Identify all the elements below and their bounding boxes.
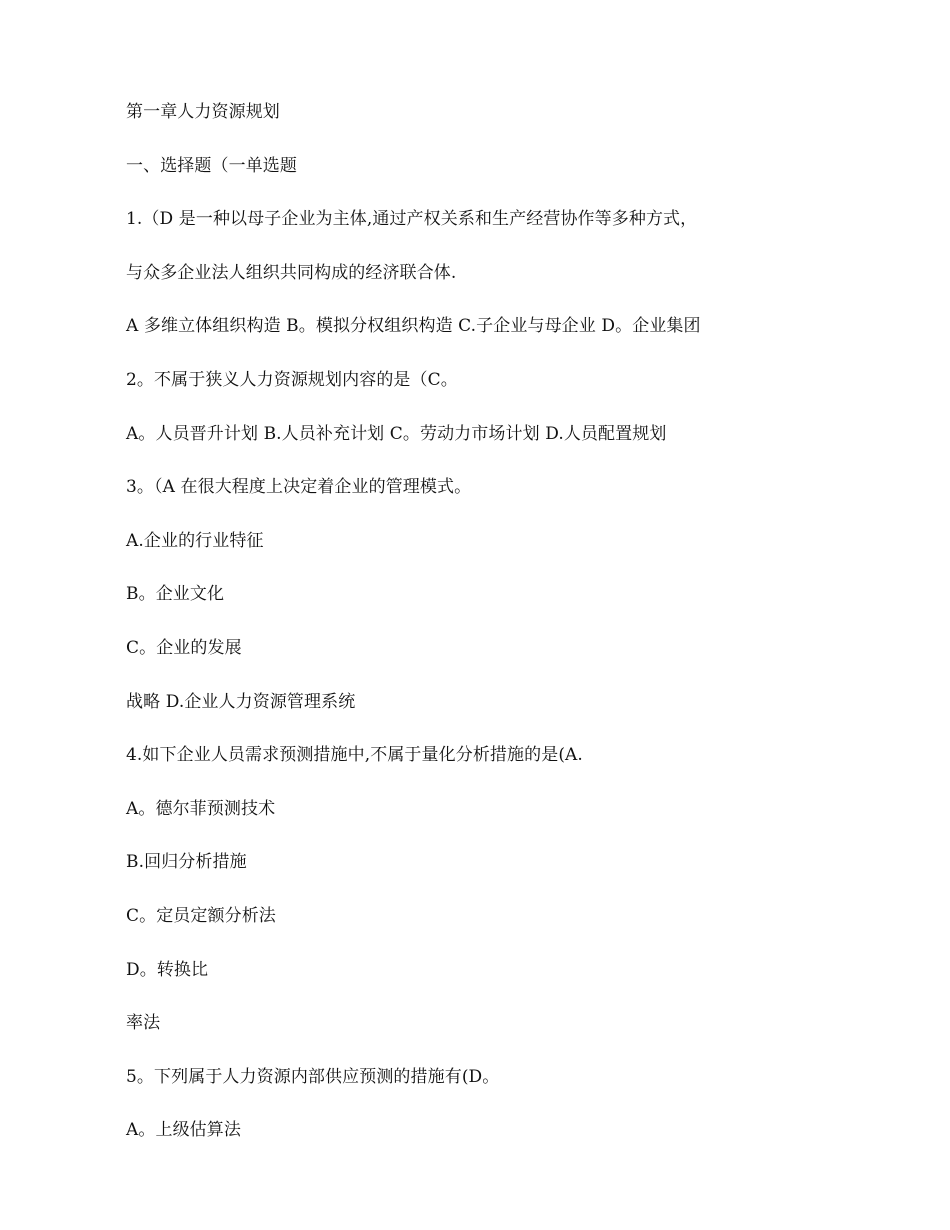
question-3-option-c-continued: 战略 D.企业人力资源管理系统 — [126, 691, 356, 712]
chapter-title: 第一章人力资源规划 — [126, 102, 280, 122]
question-5-option-a: A。上级估算法 — [126, 1120, 241, 1141]
question-4-option-c: C。定员定额分析法 — [126, 905, 276, 926]
question-4-option-b: B.回归分析措施 — [126, 852, 247, 873]
question-1-line-2: 与众多企业法人组织共同构成的经济联合体. — [126, 262, 457, 283]
question-3-option-c: C。企业的发展 — [126, 637, 242, 658]
question-3-option-a: A.企业的行业特征 — [126, 530, 264, 551]
question-4: 4.如下企业人员需求预测措施中,不属于量化分析措施的是(A. — [126, 745, 583, 766]
question-4-option-a: A。德尔菲预测技术 — [126, 798, 276, 819]
question-3-option-b: B。企业文化 — [126, 584, 225, 605]
document-body — [126, 99, 846, 1171]
question-3: 3。（A 在很大程度上决定着企业的管理模式。 — [126, 477, 472, 498]
question-5: 5。下列属于人力资源内部供应预测的措施有(D。 — [126, 1066, 500, 1087]
question-2: 2。不属于狭义人力资源规划内容的是（C。 — [126, 369, 458, 390]
question-1-line-1: 1.（D 是一种以母子企业为主体,通过产权关系和生产经营协作等多种方式， — [126, 209, 698, 230]
question-2-options: A。人员晋升计划 B.人员补充计划 C。劳动力市场计划 D.人员配置规划 — [126, 423, 667, 444]
section-heading: 一、选择题（一单选题 — [126, 155, 297, 176]
question-4-option-d: D。转换比 — [126, 959, 209, 980]
question-1-options: A 多维立体组织构造 B。模拟分权组织构造 C.子企业与母企业 D。企业集团 — [126, 316, 701, 337]
question-4-option-d-continued: 率法 — [126, 1013, 161, 1034]
